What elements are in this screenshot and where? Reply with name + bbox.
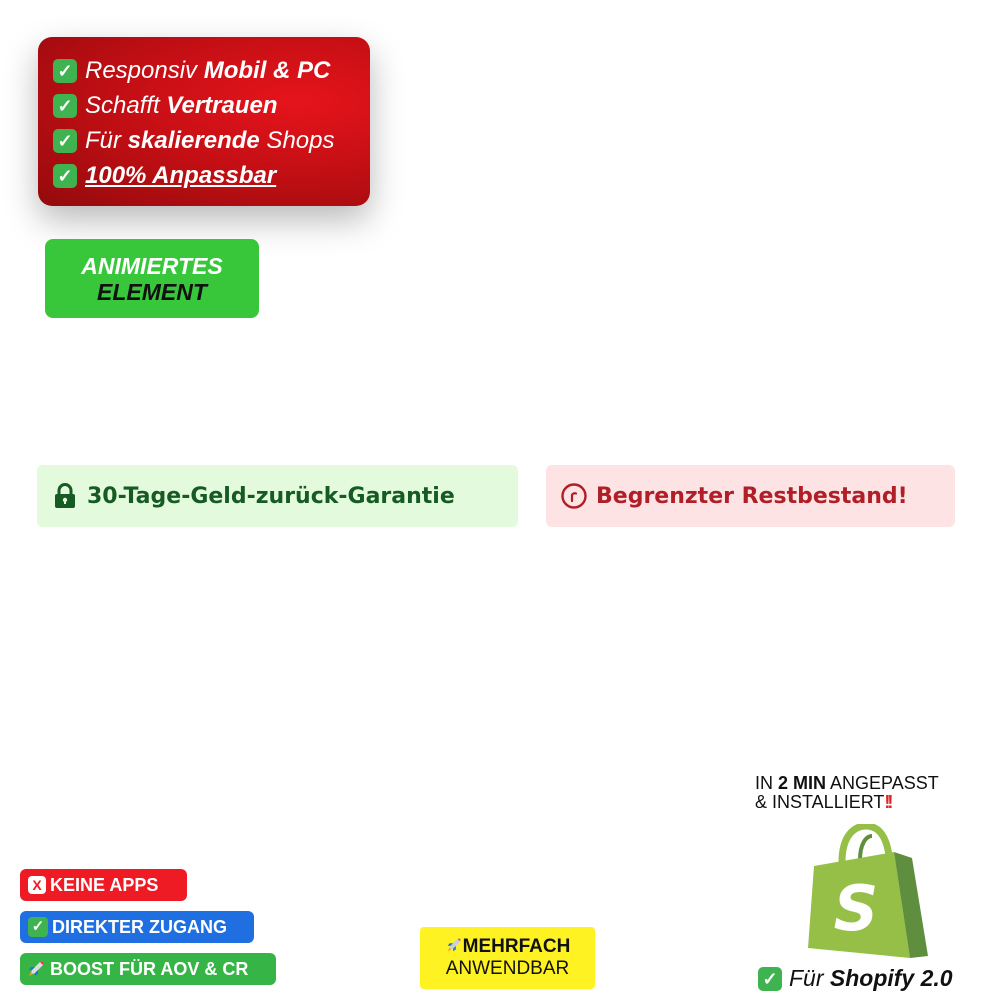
stock-strip — [546, 465, 955, 527]
feature-trust — [53, 88, 370, 123]
stock-text: Begrenzter Restbestand! — [596, 483, 908, 509]
clock-icon — [560, 482, 588, 510]
direct-access-badge — [20, 911, 254, 943]
guarantee-strip — [37, 465, 518, 527]
feature-text: Für skalierende Shops — [85, 126, 335, 154]
check-box-icon: ✓ — [53, 164, 77, 188]
check-box-icon: ✓ — [53, 59, 77, 83]
features-card — [38, 37, 370, 206]
shopify-caption-text: Für Shopify 2.0 — [789, 965, 953, 991]
guarantee-text: 30-Tage-Geld-zurück-Garantie — [87, 483, 455, 509]
feature-responsive — [53, 53, 370, 88]
install-note-line1: IN 2 MIN ANGEPASST — [755, 773, 939, 793]
install-note — [755, 774, 985, 812]
svg-text:S: S — [833, 872, 879, 945]
feature-text: Schafft Vertrauen — [85, 91, 278, 119]
x-box-icon: X — [28, 876, 46, 894]
multi-use-tag — [420, 927, 595, 989]
feature-text: 100% Anpassbar — [85, 161, 277, 189]
multi-use-line1: MEHRFACH — [445, 936, 571, 958]
boost-badge — [20, 953, 276, 985]
lock-icon — [53, 483, 77, 509]
check-box-icon: ✓ — [53, 129, 77, 153]
animated-badge-line2: ELEMENT — [97, 278, 207, 305]
feature-text: Responsiv Mobil & PC — [85, 56, 331, 84]
rocket-icon — [26, 959, 46, 979]
boost-text: BOOST FÜR AOV & CR — [50, 958, 249, 979]
feature-customizable — [53, 158, 370, 193]
no-apps-badge — [20, 869, 187, 901]
feature-scaling — [53, 123, 370, 158]
multi-use-line2: ANWENDBAR — [445, 958, 570, 979]
animated-badge-line1: ANIMIERTES — [81, 252, 223, 279]
animated-element-badge — [45, 239, 259, 318]
no-apps-text: KEINE APPS — [50, 874, 159, 895]
rocket-icon — [445, 936, 463, 954]
check-box-icon: ✓ — [758, 967, 782, 991]
double-exclamation-icon: !! — [884, 792, 891, 812]
shopify-caption — [758, 965, 953, 992]
direct-access-text: DIREKTER ZUGANG — [52, 916, 227, 937]
check-box-icon: ✓ — [28, 917, 48, 937]
install-note-line2: & INSTALLIERT!! — [755, 792, 891, 812]
check-box-icon: ✓ — [53, 94, 77, 118]
shopify-bag-logo — [806, 824, 934, 962]
